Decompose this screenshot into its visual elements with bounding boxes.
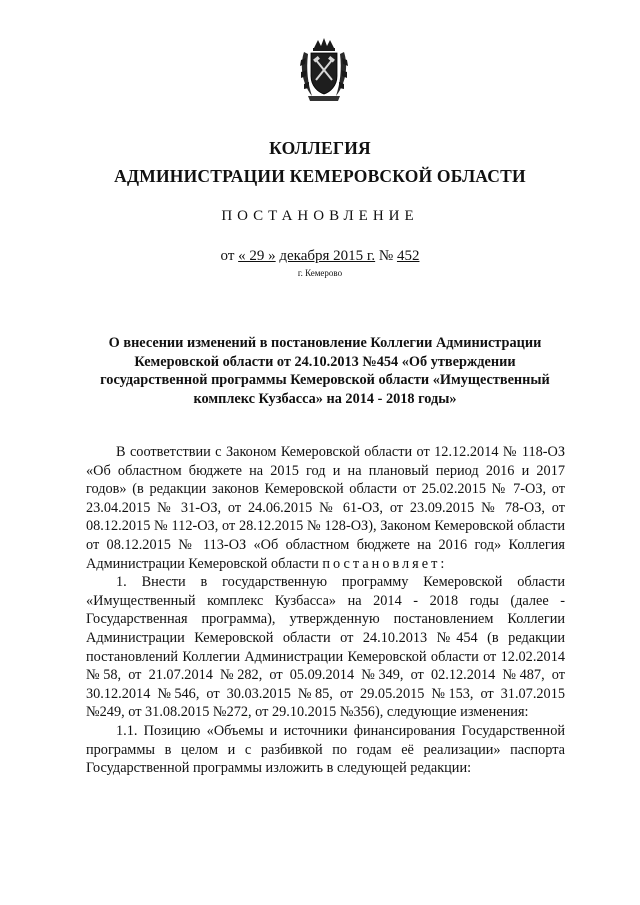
- page-title-collegium: КОЛЛЕГИЯ: [269, 138, 371, 158]
- page-title-administration: АДМИНИСТРАЦИИ КЕМЕРОВСКОЙ ОБЛАСТИ: [114, 166, 526, 186]
- resolves-verb: постановляет:: [322, 555, 448, 572]
- decree-number: 452: [396, 248, 420, 264]
- city: г. Кемерово: [297, 268, 343, 278]
- body-paragraph-3: 1.1. Позицию «Объемы и источники финансирования Государственной программы в целом и с разбивкой по годам её реализации» паспорта Государственной программы изложить в следующей редакции:: [86, 722, 565, 777]
- number-sign: №: [378, 248, 394, 264]
- date-month-year: декабря 2015 г.: [279, 248, 376, 264]
- decree-body: [86, 443, 565, 778]
- body-paragraph-2: 1. Внести в государственную программу Кемеровской области «Имущественный комплекс Кузбасса» на 2014 - 2018 годы (далее - Государственная программа), утвержденную постановлением Коллегии Администрации Кемеровской области от 24.10.2013 №454 (в редакции постановлений Коллегии Администрации Кемеровской области от 12.02.2014 №58, от 21.07.2014 №282, от 05.09.2014 №349, от 02.12.2014 №487, от 30.12.2014 №546, от 30.03.2015 №85, от 29.05.2015 №153, от 31.07.2015 №249, от 31.08.2015 №272, от 29.10.2015 №356), следующие изменения:: [86, 574, 565, 721]
- date-prefix: от: [220, 248, 235, 264]
- decree-subject: О внесении изменений в постановление Коллегии Администрации Кемеровской области от 24.10.2013 №454 «Об утверждении государственной программы Кемеровской области «Имущественный комплекс Кузбасса» на 2014 - 2018 годы»: [100, 335, 550, 407]
- preamble-text: В соответствии с Законом Кемеровской области от 12.12.2014 № 118-ОЗ «Об областном бюджете на 2015 год и на плановый период 2016 и 2017 годов» (в редакции законов Кемеровской области от 25.02.2015 № 7-ОЗ, от 23.04.2015 № 31-ОЗ, от 24.06.2015 № 61-ОЗ, от 23.09.2015 № 78-ОЗ, от 08.12.2015 № 112-ОЗ, от 28.12.2015 № 128-ОЗ), Законом Кемеровской области от 08.12.2015 № 113-ОЗ «Об областном бюджете на 2016 год» Коллегия Администрации Кемеровской области: [86, 444, 565, 572]
- body-paragraph-1: [86, 443, 565, 573]
- decree-date-line: [0, 248, 640, 265]
- decree-type: ПОСТАНОВЛЕНИЕ: [221, 208, 419, 224]
- coat-of-arms-icon: [298, 38, 350, 104]
- date-day: « 29 »: [238, 248, 276, 264]
